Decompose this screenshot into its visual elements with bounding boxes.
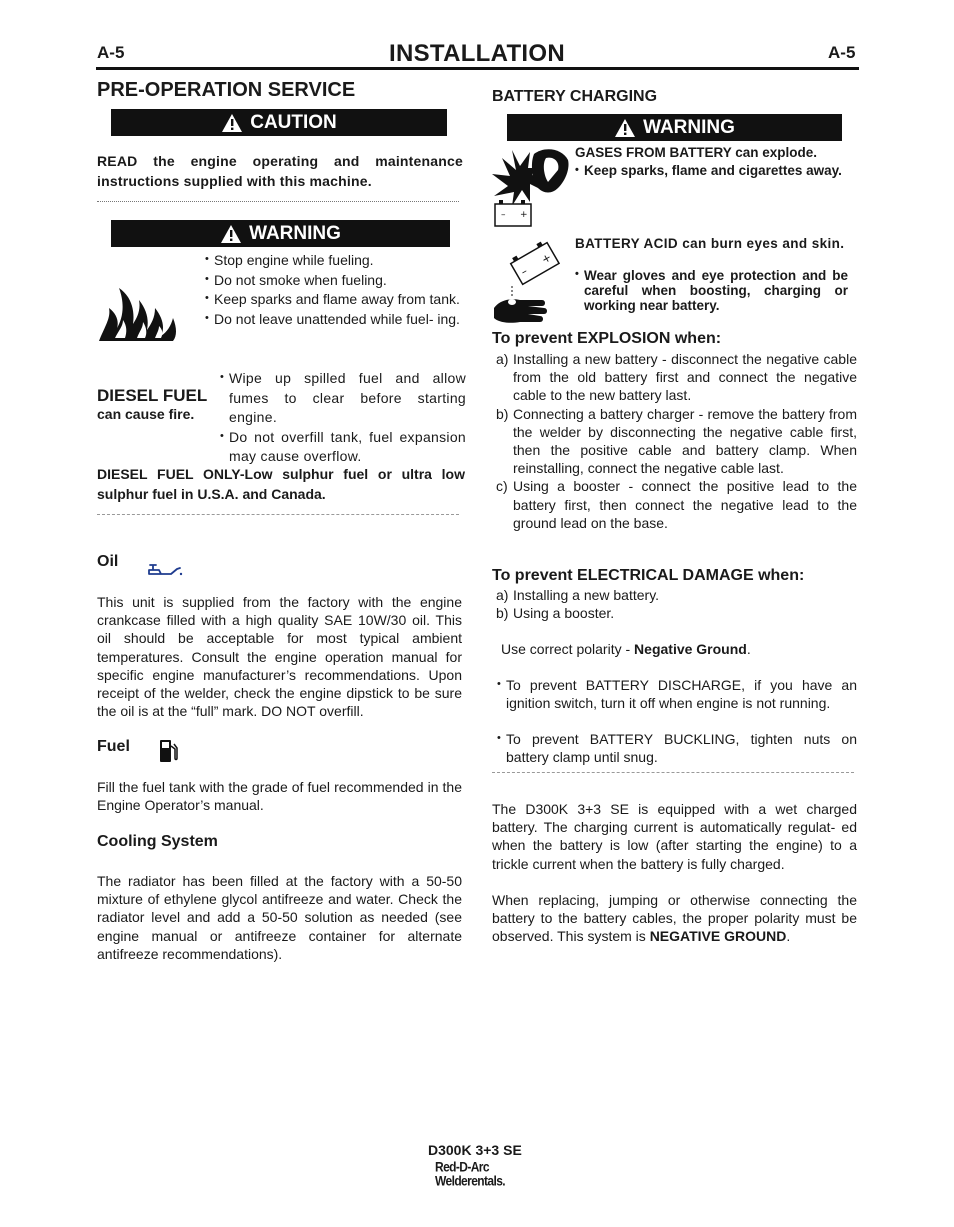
- explosion-list: [496, 350, 857, 532]
- acid-warning-title: BATTERY ACID can burn eyes and skin.: [575, 236, 845, 251]
- list-item: • Wipe up spilled fuel and allow fumes to clear before starting engine.: [220, 369, 466, 428]
- electrical-damage-list: [496, 586, 857, 622]
- cooling-system-text: The radiator has been filled at the factory with a 50-50 mixture of ethylene glycol antifreeze and water. Check the radiator level and add a 50-50 solution as needed (see engine manual or antifreeze container for alternate antifreeze recommendations).: [97, 873, 462, 962]
- explosion-title: To prevent EXPLOSION when:: [492, 330, 722, 347]
- list-item: • Do not overfill tank, fuel expansion may cause overflow.: [220, 428, 466, 467]
- warning-label: WARNING: [249, 222, 341, 244]
- warning-banner-battery: [507, 114, 842, 141]
- fuel-warning-list-bottom: [220, 369, 466, 467]
- section-title-battery-charging: BATTERY CHARGING: [492, 88, 658, 105]
- item-text: Using a booster - connect the positive lead to the battery first, then connect the negative lead to the ground lead on the base.: [513, 478, 857, 531]
- item-label: b): [496, 405, 509, 422]
- oil-text: This unit is supplied from the factory with the engine crankcase filled with a high quality SAE 10W/30 oil. This oil should be acceptable for most typical ambient temperatures. Consult the engine operation manual for specific engine manufacturer’s recommendations. Upon receipt of the welder, check the engine dipstick to be sure the oil is at the “full” mark. DO NOT overfill.: [97, 594, 462, 720]
- oil-title: Oil: [97, 553, 119, 570]
- fuel-pump-icon: [158, 738, 180, 764]
- cooling-system-title: Cooling System: [97, 833, 218, 850]
- list-item: [496, 350, 857, 405]
- battery-acid-icon: [490, 238, 570, 332]
- gases-warning-title: GASES FROM BATTERY can explode.: [575, 145, 818, 160]
- paragraph-suffix: .: [786, 928, 791, 945]
- polarity-emphasis: Negative Ground: [634, 641, 747, 657]
- warning-triangle-icon: [614, 118, 636, 138]
- oil-can-icon: [147, 562, 183, 578]
- polarity-suffix: .: [746, 641, 751, 657]
- battery-explosion-icon: [490, 144, 570, 228]
- list-item: • To prevent BATTERY DISCHARGE, if you have an ignition switch, turn it off when engine is not running.: [497, 676, 857, 712]
- paragraph-emphasis: NEGATIVE GROUND: [649, 928, 787, 945]
- diesel-fuel-subtitle: can cause fire.: [97, 406, 195, 422]
- item-text: Installing a new battery - disconnect the negative cable from the old battery first and connect the negative cable to the new battery last.: [513, 351, 857, 404]
- svg-text:–: –: [518, 264, 530, 279]
- brand-logo-line-2: Welderentals.: [435, 1172, 506, 1189]
- page-title: INSTALLATION: [388, 40, 566, 67]
- page-number-right: A-5: [828, 43, 856, 62]
- discharge-list: [497, 676, 857, 712]
- item-text: Installing a new battery.: [513, 587, 660, 603]
- fuel-warning-list-top: [205, 251, 465, 329]
- header-rule: [96, 67, 859, 70]
- svg-text:+: +: [539, 250, 554, 267]
- brand-logo-line-1: Red-D-Arc: [435, 1158, 489, 1175]
- caution-triangle-icon: [221, 113, 243, 133]
- list-item: • Do not smoke when fueling.: [205, 271, 465, 291]
- list-item: [496, 405, 857, 478]
- buckling-list: [497, 730, 857, 766]
- diesel-fuel-note: DIESEL FUEL ONLY-Low sulphur fuel or ultra low sulphur fuel in U.S.A. and Canada.: [97, 466, 465, 502]
- list-item: [496, 586, 857, 604]
- polarity-note: [501, 640, 857, 658]
- gases-warning-list: [575, 162, 848, 180]
- caution-label: CAUTION: [250, 111, 337, 133]
- list-item: [496, 477, 857, 532]
- svg-text:+: +: [520, 210, 528, 220]
- list-item: • Keep sparks, flame and cigarettes away.: [575, 162, 848, 180]
- polarity-prefix: Use correct polarity -: [501, 641, 635, 657]
- flame-icon: [97, 278, 179, 344]
- caution-text: READ the engine operating and maintenance instructions supplied with this machine.: [97, 153, 463, 189]
- divider: [492, 772, 854, 773]
- warning-label: WARNING: [643, 116, 735, 138]
- item-label: c): [496, 478, 508, 495]
- divider: [97, 514, 459, 515]
- fuel-title: Fuel: [97, 738, 130, 755]
- list-item: • Do not leave unattended while fuel- ing.: [205, 310, 465, 330]
- divider: [97, 201, 459, 202]
- battery-paragraph-1: The D300K 3+3 SE is equipped with a wet charged battery. The charging current is automatically regulat- ed when the battery is low (after starting the engine) to a trickle current when the battery is fully charged.: [492, 801, 857, 872]
- electrical-damage-title: To prevent ELECTRICAL DAMAGE when:: [492, 567, 805, 584]
- item-label: a): [496, 351, 509, 367]
- item-label: a): [496, 587, 509, 603]
- battery-paragraph-2: [492, 891, 857, 946]
- diesel-fuel-title: DIESEL FUEL: [97, 386, 208, 405]
- acid-warning-list: [575, 268, 848, 313]
- page-number-left: A-5: [97, 43, 125, 62]
- warning-banner-fuel: [111, 220, 450, 247]
- list-item: • Keep sparks and flame away from tank.: [205, 290, 465, 310]
- svg-text:–: –: [501, 210, 506, 220]
- list-item: [496, 604, 857, 622]
- fuel-text: Fill the fuel tank with the grade of fuel recommended in the Engine Operator’s manual.: [97, 779, 462, 814]
- list-item: • To prevent BATTERY BUCKLING, tighten nuts on battery clamp until snug.: [497, 730, 857, 766]
- caution-banner: [111, 109, 447, 136]
- list-item: • Wear gloves and eye protection and be careful when boosting, charging or working near battery.: [575, 268, 848, 313]
- item-text: Using a booster.: [513, 605, 615, 622]
- item-text: Connecting a battery charger - remove the battery from the welder by disconnecting the negative cable first, then the positive cable and battery clamp. When reinstalling, connect the negative cable last.: [513, 405, 857, 477]
- warning-triangle-icon: [220, 224, 242, 244]
- footer-model: D300K 3+3 SE: [428, 1142, 522, 1158]
- section-title-pre-operation: PRE-OPERATION SERVICE: [97, 79, 356, 101]
- list-item: • Stop engine while fueling.: [205, 251, 465, 271]
- paragraph-text: When replacing, jumping or otherwise connecting the battery to the battery cables, the proper polarity must be observed. This system is: [492, 892, 857, 945]
- item-label: b): [496, 605, 509, 622]
